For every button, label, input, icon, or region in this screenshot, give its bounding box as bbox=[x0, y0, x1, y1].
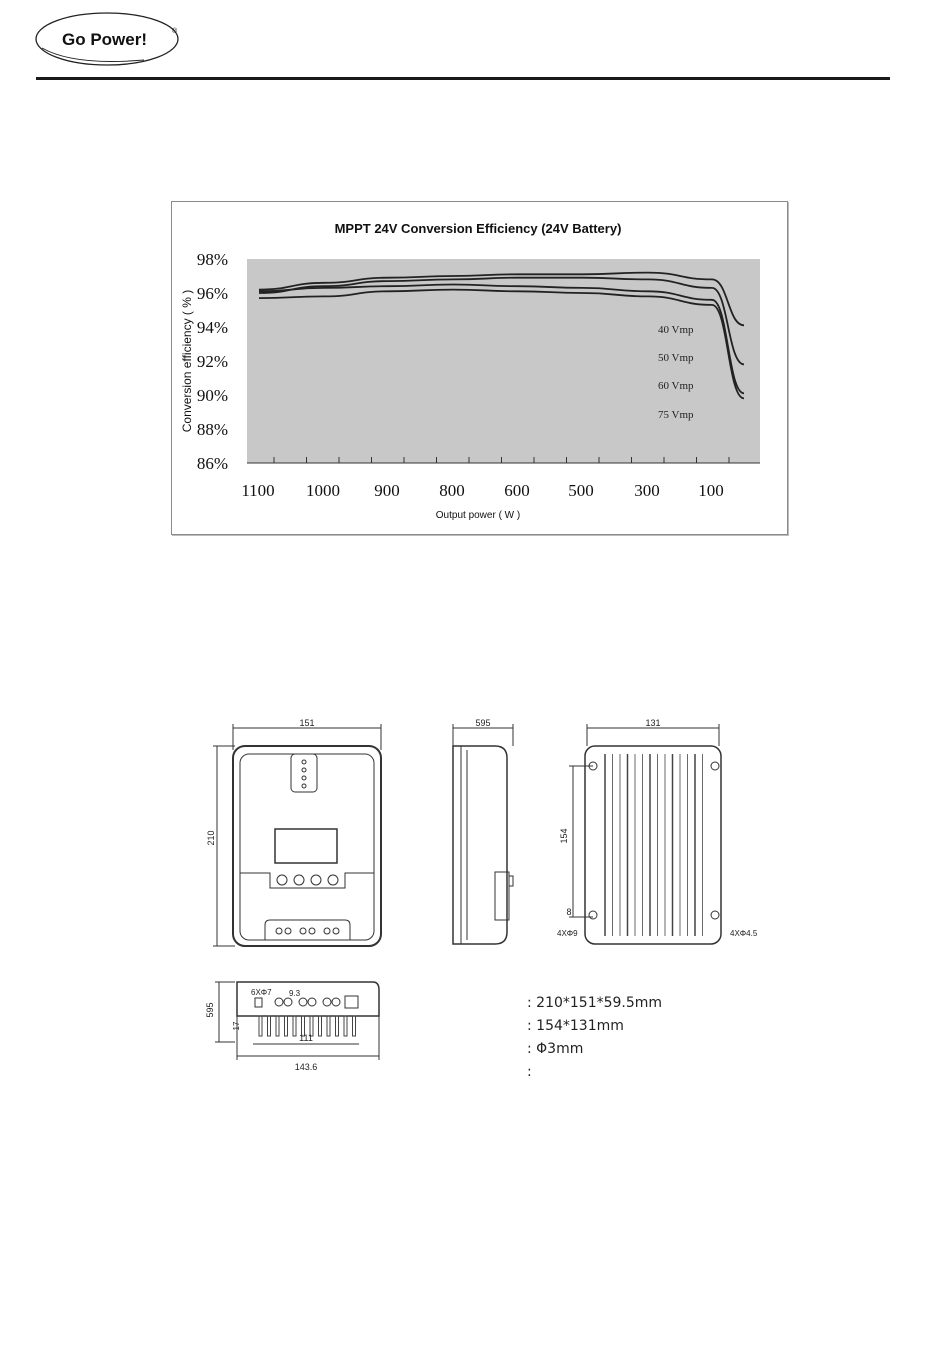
chart-svg bbox=[172, 202, 787, 534]
x-tick-label: 600 bbox=[504, 481, 530, 500]
dimension-drawings bbox=[195, 710, 785, 1080]
x-tick-label: 1100 bbox=[241, 481, 275, 500]
back-left-hole-dim: 4XΦ9 bbox=[557, 929, 578, 938]
spec-hole: : Φ3mm bbox=[527, 1041, 584, 1057]
x-tick-label: 100 bbox=[698, 481, 724, 500]
bottom-fin bbox=[327, 1016, 330, 1036]
bottom-fin-dim: 17 bbox=[232, 1021, 241, 1031]
chart-title: MPPT 24V Conversion Efficiency (24V Battery) bbox=[334, 221, 622, 236]
y-tick-label: 92% bbox=[196, 352, 228, 371]
go-power-logo bbox=[34, 8, 184, 70]
bottom-fin bbox=[344, 1016, 347, 1036]
back-right-hole-dim: 4XΦ4.5 bbox=[730, 929, 758, 938]
bottom-pitch-dim: 9.3 bbox=[289, 989, 301, 998]
y-tick-label: 90% bbox=[196, 386, 228, 405]
y-tick-label: 88% bbox=[196, 420, 228, 439]
side-depth-dim: 595 bbox=[475, 718, 491, 728]
bottom-fin bbox=[336, 1016, 339, 1036]
x-tick-label: 900 bbox=[374, 481, 400, 500]
spec-dimensions: : 210*151*59.5mm bbox=[527, 995, 663, 1011]
y-tick-label: 86% bbox=[196, 454, 228, 473]
spec-mounting: : 154*131mm bbox=[527, 1018, 624, 1034]
side-view bbox=[453, 718, 513, 944]
y-tick-label: 98% bbox=[196, 250, 228, 269]
spec-extra: : bbox=[527, 1064, 532, 1080]
back-width-dim: 131 bbox=[645, 718, 661, 728]
spec-list bbox=[527, 992, 662, 1084]
series-label: 50 Vmp bbox=[658, 352, 694, 364]
front-height-dim: 210 bbox=[206, 830, 216, 846]
bottom-depth-dim: 595 bbox=[205, 1002, 215, 1018]
bottom-fin bbox=[319, 1016, 322, 1036]
bottom-fin bbox=[353, 1016, 356, 1036]
y-tick-labels bbox=[197, 250, 228, 473]
back-small-dim: 8 bbox=[566, 907, 572, 917]
back-hole-spacing-dim: 154 bbox=[559, 828, 569, 844]
bottom-holes-dim: 6XΦ7 bbox=[251, 988, 272, 997]
logo-text: Go Power! bbox=[62, 30, 148, 49]
bottom-fin bbox=[268, 1016, 271, 1036]
y-tick-label: 96% bbox=[196, 284, 228, 303]
bottom-fin bbox=[259, 1016, 262, 1036]
y-axis-label: Conversion efficiency ( % ) bbox=[180, 289, 194, 433]
y-tick-label: 94% bbox=[196, 318, 228, 337]
x-tick-label: 800 bbox=[439, 481, 465, 500]
series-label: 75 Vmp bbox=[658, 409, 694, 421]
x-axis-label: Output power ( W ) bbox=[435, 510, 521, 521]
bottom-fin bbox=[276, 1016, 279, 1036]
front-view bbox=[206, 718, 381, 946]
x-tick-label: 300 bbox=[634, 481, 660, 500]
front-width-dim: 151 bbox=[299, 718, 315, 728]
series-label: 40 Vmp bbox=[658, 324, 694, 336]
bottom-outer-width-dim: 143.6 bbox=[294, 1062, 318, 1072]
back-fins bbox=[605, 754, 703, 936]
efficiency-chart bbox=[171, 201, 788, 535]
header-rule bbox=[36, 77, 890, 80]
x-tick-label: 1000 bbox=[306, 481, 340, 500]
bottom-view bbox=[205, 982, 379, 1072]
bottom-inner-width-dim: 111 bbox=[299, 1033, 313, 1043]
logo-registered-mark: ® bbox=[172, 28, 178, 35]
back-view bbox=[557, 718, 758, 944]
bottom-fin bbox=[285, 1016, 288, 1036]
x-tick-label: 500 bbox=[568, 481, 594, 500]
bottom-fin bbox=[293, 1016, 296, 1036]
x-tick-labels bbox=[241, 481, 723, 500]
series-label: 60 Vmp bbox=[658, 380, 694, 392]
